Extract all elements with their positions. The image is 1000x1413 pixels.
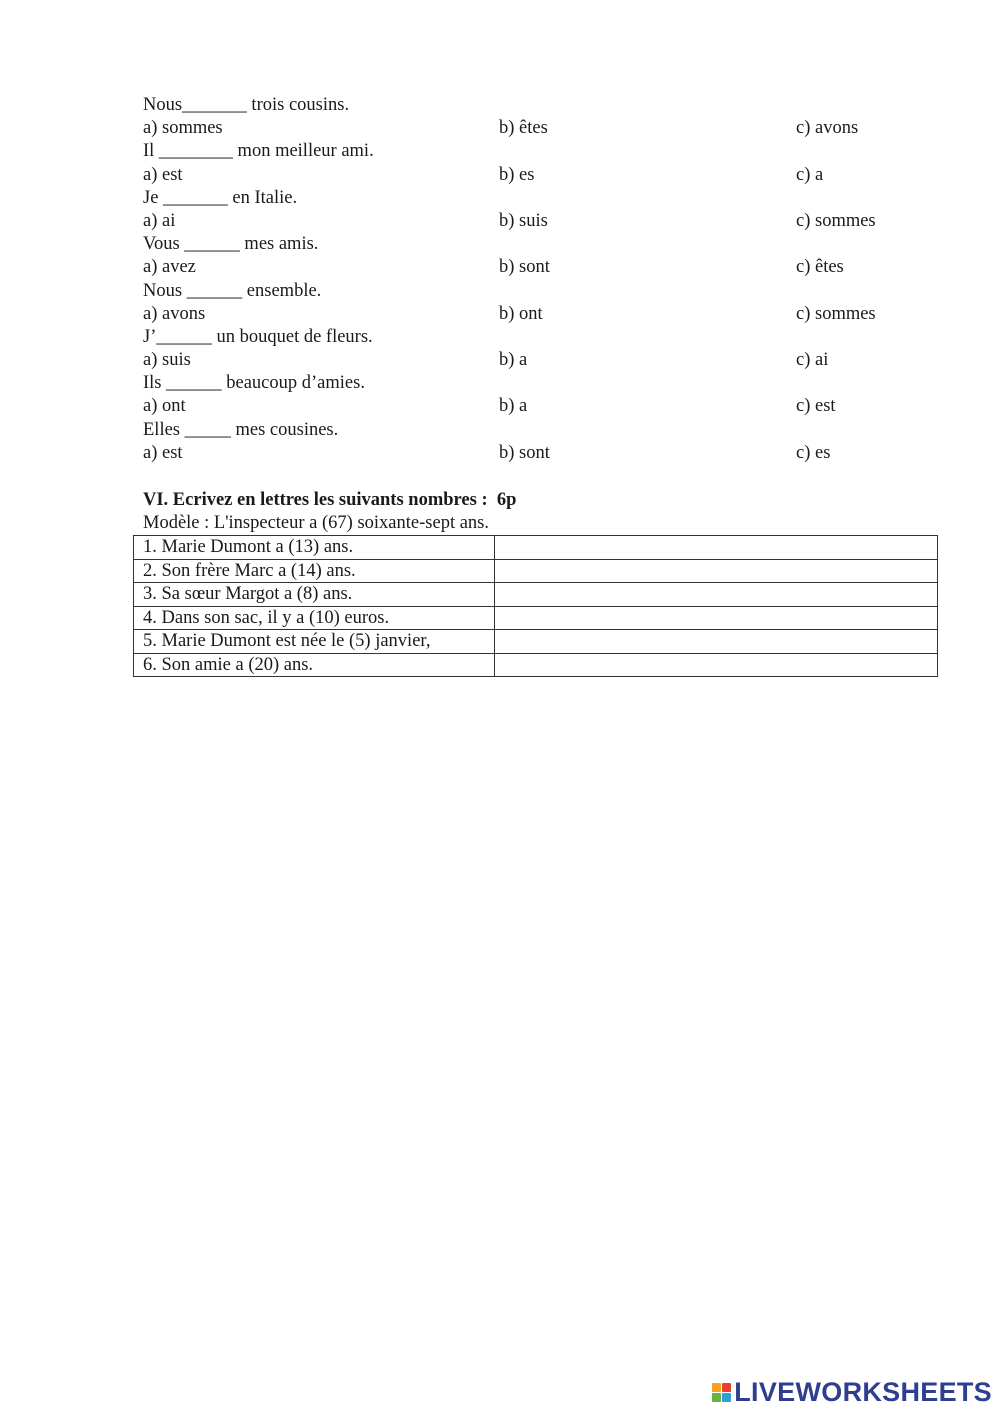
row-prompt: 3. Sa sœur Margot a (8) ans. [134, 583, 495, 607]
option-a[interactable]: a) est [143, 164, 183, 185]
option-a[interactable]: a) sommes [143, 118, 223, 139]
answer-cell [495, 559, 938, 583]
section-title: VI. Ecrivez en lettres les suivants nombres : 6p [143, 490, 517, 510]
question-stem: Elles _____ mes cousines. [143, 419, 339, 440]
option-c[interactable]: c) avons [796, 118, 859, 139]
answer-field[interactable] [495, 560, 937, 582]
question-stem: Je _______ en Italie. [143, 187, 298, 208]
table-row [134, 630, 938, 654]
answer-cell [495, 583, 938, 607]
question-stem: J’______ un bouquet de fleurs. [143, 326, 373, 347]
logo-mark-icon [712, 1383, 731, 1402]
answer-field[interactable] [495, 607, 937, 629]
logo-tile-icon [712, 1383, 721, 1392]
answer-options-row [143, 303, 943, 326]
answer-options-row [143, 442, 943, 465]
question-stem: Nous_______ trois cousins. [143, 95, 350, 115]
option-b[interactable]: b) es [499, 164, 535, 185]
answer-options-row [143, 117, 943, 140]
row-prompt: 6. Son amie a (20) ans. [134, 653, 495, 677]
question-stem: Il ________ mon meilleur ami. [143, 141, 374, 162]
answer-field[interactable] [495, 583, 937, 605]
logo-wordmark: LIVEWORKSHEETS [734, 1376, 992, 1407]
liveworksheets-logo [712, 1375, 992, 1409]
question-stem: Nous ______ ensemble. [143, 280, 322, 301]
table-row [134, 536, 938, 560]
option-a[interactable]: a) avons [143, 303, 206, 324]
numbers-answer-table [133, 535, 938, 677]
multiple-choice-exercise [143, 94, 943, 465]
row-prompt: 1. Marie Dumont a (13) ans. [134, 536, 495, 560]
table-row [134, 583, 938, 607]
option-a[interactable]: a) ont [143, 396, 186, 417]
answer-options-row [143, 349, 943, 372]
row-prompt: 5. Marie Dumont est née le (5) janvier, [134, 630, 495, 654]
option-c[interactable]: c) es [796, 442, 831, 463]
logo-tile-icon [722, 1383, 731, 1392]
option-c[interactable]: c) sommes [796, 210, 876, 231]
option-c[interactable]: c) est [796, 396, 836, 417]
question-stem: Ils ______ beaucoup d’amies. [143, 373, 365, 394]
answer-cell [495, 630, 938, 654]
option-c[interactable]: c) ai [796, 350, 829, 371]
option-b[interactable]: b) êtes [499, 118, 548, 139]
answer-options-row [143, 210, 943, 233]
answer-cell [495, 536, 938, 560]
option-a[interactable]: a) suis [143, 350, 191, 371]
logo-tile-icon [722, 1393, 731, 1402]
answer-options-row [143, 164, 943, 187]
answer-options-row [143, 256, 943, 279]
option-b[interactable]: b) a [499, 396, 528, 417]
option-c[interactable]: c) sommes [796, 303, 876, 324]
option-b[interactable]: b) sont [499, 257, 550, 278]
logo-tile-icon [712, 1393, 721, 1402]
option-b[interactable]: b) a [499, 350, 528, 371]
answer-cell [495, 606, 938, 630]
option-b[interactable]: b) suis [499, 210, 548, 231]
row-prompt: 2. Son frère Marc a (14) ans. [134, 559, 495, 583]
answer-field[interactable] [495, 630, 937, 652]
row-prompt: 4. Dans son sac, il y a (10) euros. [134, 606, 495, 630]
option-a[interactable]: a) est [143, 442, 183, 463]
option-b[interactable]: b) sont [499, 442, 550, 463]
answer-field[interactable] [495, 654, 937, 676]
answer-cell [495, 653, 938, 677]
question-stem: Vous ______ mes amis. [143, 234, 319, 255]
model-example: Modèle : L'inspecteur a (67) soixante-sept ans. [143, 513, 489, 533]
table-row [134, 606, 938, 630]
option-c[interactable]: c) a [796, 164, 824, 185]
answer-options-row [143, 395, 943, 418]
table-row [134, 559, 938, 583]
table-row [134, 653, 938, 677]
answer-field[interactable] [495, 536, 937, 558]
option-b[interactable]: b) ont [499, 303, 543, 324]
option-a[interactable]: a) avez [143, 257, 196, 278]
option-a[interactable]: a) ai [143, 210, 176, 231]
option-c[interactable]: c) êtes [796, 257, 844, 278]
